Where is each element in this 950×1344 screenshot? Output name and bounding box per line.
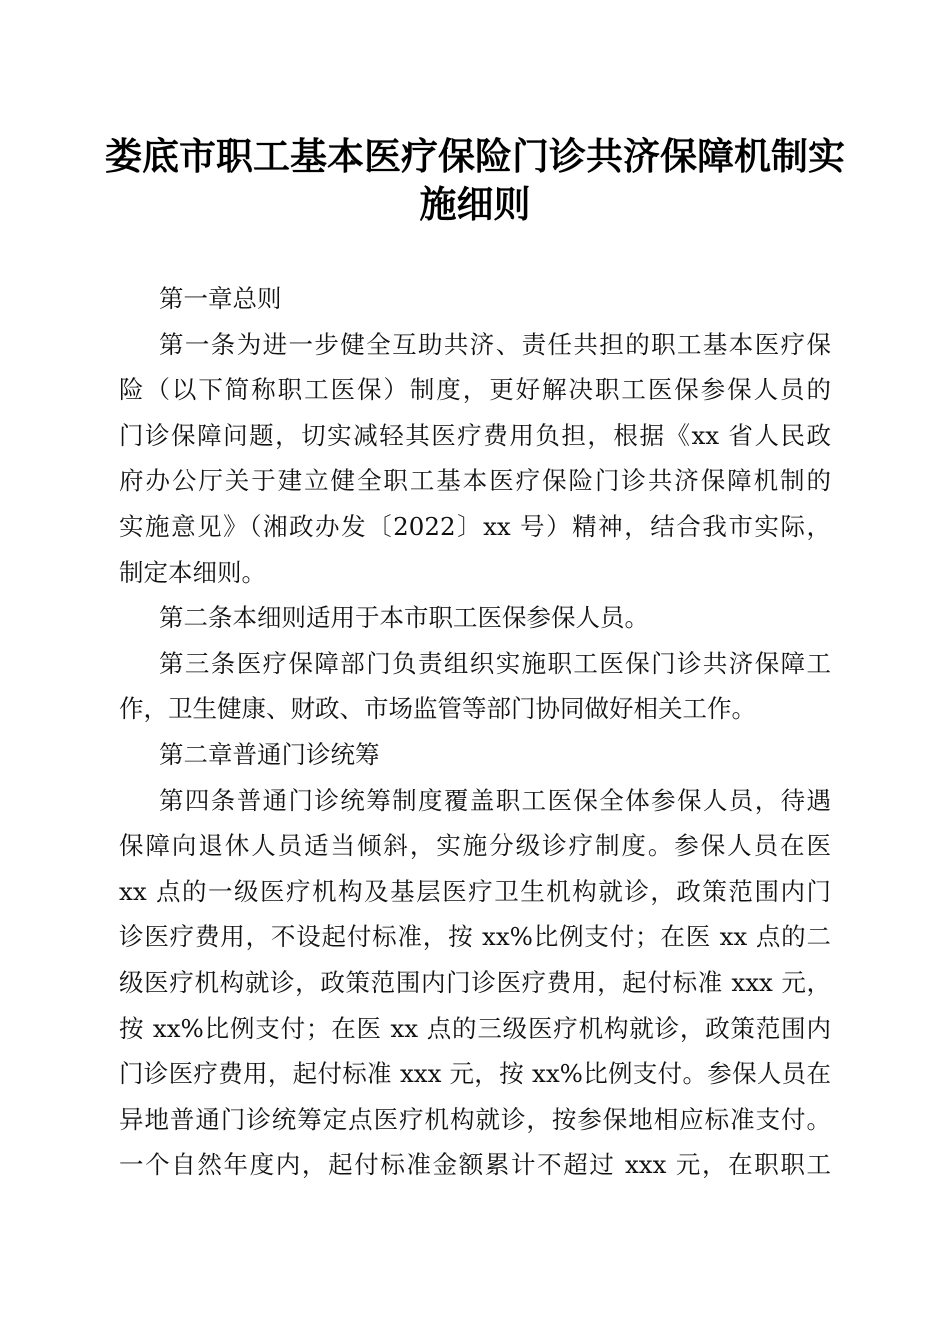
article-1-line: 实施意见》（湘政办发〔2022〕xx 号）精神，结合我市实际， [119, 511, 831, 541]
article-1-line: 门诊保障问题，切实减轻其医疗费用负担，根据《xx 省人民政 [119, 420, 831, 450]
article-2: 第二条本细则适用于本市职工医保参保人员。 [159, 603, 649, 633]
article-1-line: 第一条为进一步健全互助共济、责任共担的职工基本医疗保 [159, 329, 831, 359]
chapter-heading-2: 第二章普通门诊统筹 [159, 739, 380, 769]
chapter-heading-1: 第一章总则 [159, 284, 282, 313]
article-1-line: 府办公厅关于建立健全职工基本医疗保险门诊共济保障机制的 [119, 466, 831, 496]
article-4-line: xx 点的一级医疗机构及基层医疗卫生机构就诊，政策范围内门 [119, 876, 831, 906]
article-4-line: 诊医疗费用，不设起付标准，按 xx%比例支付；在医 xx 点的二 [119, 922, 831, 952]
article-4-line: 门诊医疗费用，起付标准 xxx 元，按 xx%比例支付。参保人员在 [119, 1059, 831, 1089]
article-4 [119, 778, 831, 1188]
article-3-line: 第三条医疗保障部门负责组织实施职工医保门诊共济保障工 [159, 648, 831, 678]
article-4-line: 按 xx%比例支付；在医 xx 点的三级医疗机构就诊，政策范围内 [119, 1013, 831, 1043]
article-3 [119, 641, 831, 732]
article-1 [119, 322, 831, 596]
article-3-line: 作，卫生健康、财政、市场监管等部门协同做好相关工作。 [119, 694, 756, 724]
title-line-1: 娄底市职工基本医疗保险门诊共济保障机制实 [105, 134, 845, 178]
title-line-2: 施细则 [419, 182, 531, 226]
article-1-line: 险（以下简称职工医保）制度，更好解决职工医保参保人员的 [119, 375, 831, 405]
article-4-line: 第四条普通门诊统筹制度覆盖职工医保全体参保人员，待遇 [159, 785, 831, 815]
article-1-line: 制定本细则。 [119, 557, 266, 587]
document-body [119, 276, 831, 1188]
document-title [100, 132, 850, 228]
article-4-line: 一个自然年度内，起付标准金额累计不超过 xxx 元，在职职工 [119, 1150, 831, 1180]
article-4-line: 级医疗机构就诊，政策范围内门诊医疗费用，起付标准 xxx 元， [119, 967, 831, 997]
article-4-line: 保障向退休人员适当倾斜，实施分级诊疗制度。参保人员在医 [119, 831, 831, 861]
article-4-line: 异地普通门诊统筹定点医疗机构就诊，按参保地相应标准支付。 [119, 1104, 831, 1134]
